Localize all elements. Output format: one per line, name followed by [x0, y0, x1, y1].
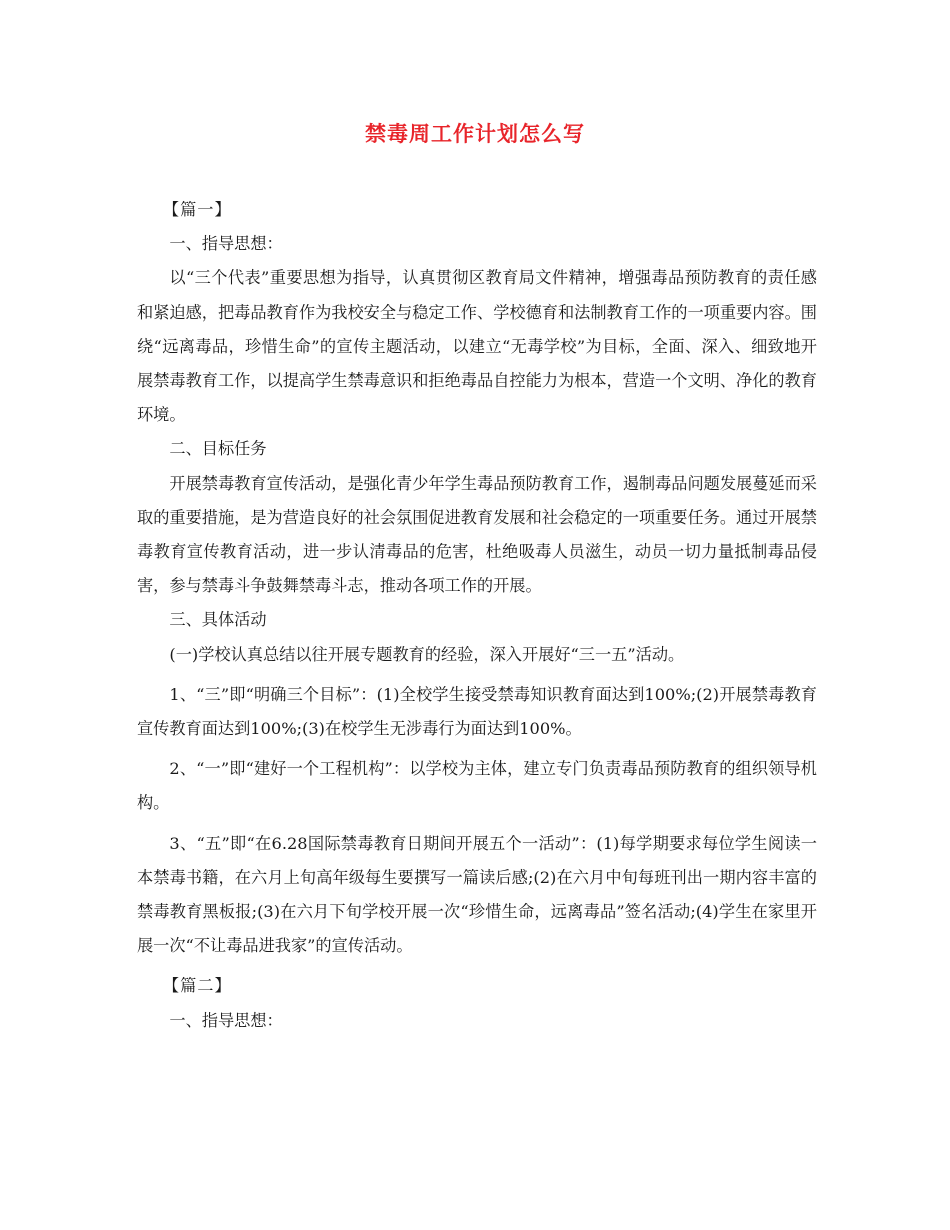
body-paragraph: 2、“一”即“建好一个工程机构”：以学校为主体，建立专门负责毒品预防教育的组织领导机构。 [137, 759, 817, 813]
subheading: 一、指导思想： [169, 1010, 283, 1030]
body-paragraph: (一)学校认真总结以往开展专题教育的经验，深入开展好“三一五”活动。 [169, 644, 685, 664]
subheading: 三、具体活动 [169, 610, 267, 630]
section-heading: 【篇二】 [162, 976, 232, 996]
document-body [137, 193, 817, 1038]
body-paragraph: 3、“五”即“在6.28国际禁毒教育日期间开展五个一活动”：(1)每学期要求每位学生阅读一本禁毒书籍，在六月上旬高年级每生要撰写一篇读后感;(2)在六月中旬每班刊出一期内容丰富的禁毒教育黑板报;(3)在六月下旬学校开展一次“珍惜生命，远离毒品”签名活动;(4)学生在家里开展一次“不让毒品进我家”的宣传活动。 [137, 833, 817, 956]
body-paragraph: 开展禁毒教育宣传活动，是强化青少年学生毒品预防教育工作，遏制毒品问题发展蔓延而采取的重要措施，是为营造良好的社会氛围促进教育发展和社会稳定的一项重要任务。通过开展禁毒教育宣传教育活动，进一步认清毒品的危害，杜绝吸毒人员滋生，动员一切力量抵制毒品侵害，参与禁毒斗争鼓舞禁毒斗志，推动各项工作的开展。 [137, 473, 817, 596]
subheading: 一、指导思想： [169, 234, 283, 254]
body-paragraph: 以“三个代表”重要思想为指导，认真贯彻区教育局文件精神，增强毒品预防教育的责任感和紧迫感，把毒品教育作为我校安全与稳定工作、学校德育和法制教育工作的一项重要内容。围绕“远离毒品，珍惜生命”的宣传主题活动，以建立“无毒学校”为目标，全面、深入、细致地开展禁毒教育工作，以提高学生禁毒意识和拒绝毒品自控能力为根本，营造一个文明、净化的教育环境。 [137, 268, 817, 425]
subheading: 二、目标任务 [169, 439, 267, 459]
body-paragraph: 1、“三”即“明确三个目标”：(1)全校学生接受禁毒知识教育面达到100%;(2)开展禁毒教育宣传教育面达到100%;(3)在校学生无涉毒行为面达到100%。 [137, 684, 817, 739]
section-heading: 【篇一】 [162, 200, 232, 219]
document-title: 禁毒周工作计划怎么写 [365, 121, 585, 146]
